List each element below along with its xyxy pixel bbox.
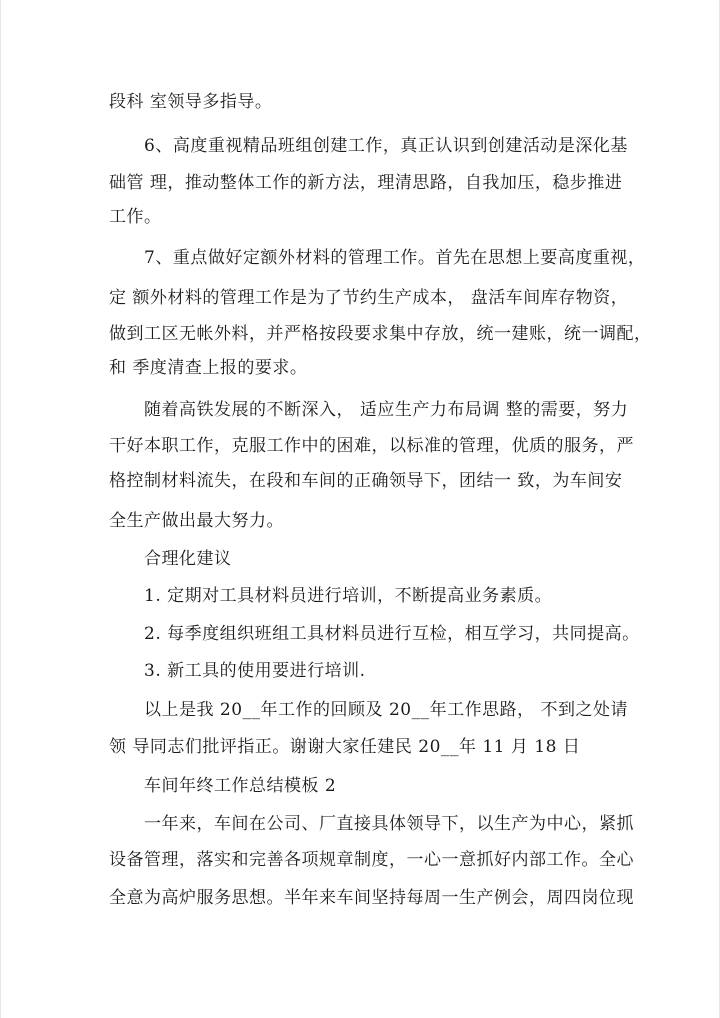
list-item: 1. 定期对工具材料员进行培训，不断提高业务素质。 — [144, 586, 553, 606]
text-line: 做到工区无帐外料，并严格按段要求集中存放，统一建账，统一调配， — [109, 324, 652, 344]
text-line: 定 额外材料的管理工作是为了节约生产成本， 盘活车间库存物资， — [109, 288, 629, 308]
list-item: 2. 每季度组织班组工具材料员进行互检，相互学习，共同提高。 — [144, 624, 640, 644]
text-line: 全生产做出最大努力。 — [109, 511, 284, 531]
text-line: 7、重点做好定额外材料的管理工作。首先在思想上要高度重视， — [144, 248, 646, 268]
list-item: 3. 新工具的使用要进行培训. — [144, 661, 366, 681]
text-line: 全意为高炉服务思想。半年来车间坚持每周一生产例会，周四岗位现 — [109, 888, 634, 908]
text-line: 以上是我 20__年工作的回顾及 20__年工作思路， 不到之处请 — [144, 700, 628, 720]
text-line: 设备管理，落实和完善各项规章制度，一心一意抓好内部工作。全心 — [109, 850, 634, 870]
text-line: 和 季度清查上报的要求。 — [109, 358, 308, 378]
text-line: 领 导同志们批评指正。谢谢大家任建民 20__年 11 月 18 日 — [109, 737, 581, 757]
text-line: 段科 室领导多指导。 — [109, 92, 273, 112]
text-line: 6、高度重视精品班组创建工作，真正认识到创建活动是深化基 — [144, 136, 628, 156]
section-heading: 车间年终工作总结模板 2 — [144, 776, 337, 796]
text-line: 格控制材料流失，在段和车间的正确领导下，团结一 致，为车间安 — [109, 471, 623, 491]
text-line: 一年来，车间在公司、厂直接具体领导下，以生产为中心，紧抓 — [144, 814, 634, 834]
section-heading: 合理化建议 — [144, 549, 232, 569]
text-line: 工作。 — [109, 207, 162, 227]
text-line: 随着高铁发展的不断深入， 适应生产力布局调 整的需要，努力 — [144, 400, 629, 420]
text-line: 础管 理，推动整体工作的新方法，理清思路，自我加压，稳步推进 — [109, 173, 623, 193]
text-line: 干好本职工作，克服工作中的困难，以标准的管理，优质的服务，严 — [109, 436, 634, 456]
